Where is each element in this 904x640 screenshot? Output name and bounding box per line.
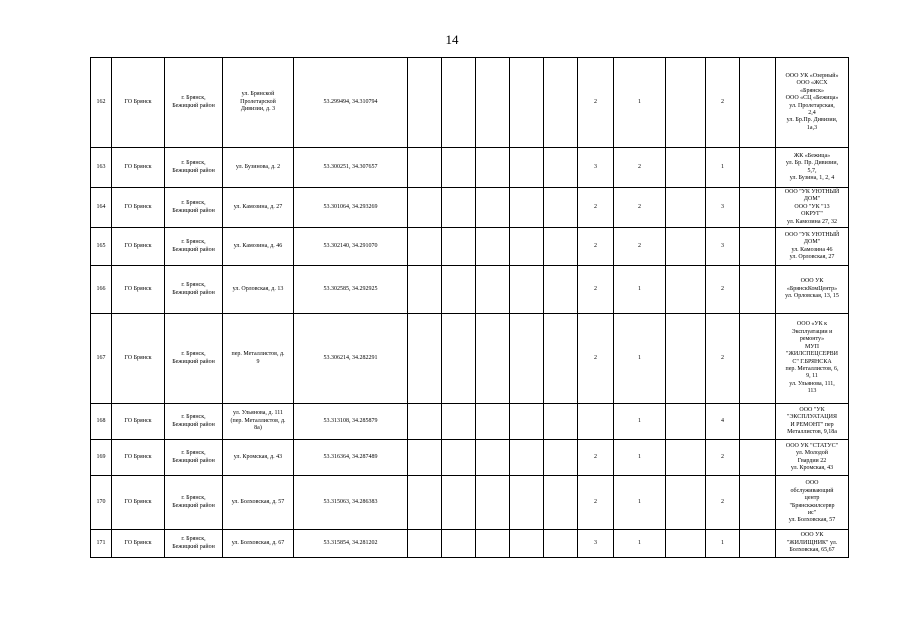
count-cell-3: 3 xyxy=(706,188,740,228)
coords-cell: 53.302585, 34.292925 xyxy=(294,266,408,314)
table-row xyxy=(91,530,849,558)
empty-cell xyxy=(666,228,706,266)
count-cell-2: 1 xyxy=(614,530,666,558)
empty-cell xyxy=(510,530,544,558)
empty-cell xyxy=(544,476,578,530)
empty-cell xyxy=(510,314,544,404)
count-cell-1: 3 xyxy=(578,530,614,558)
empty-cell xyxy=(740,228,776,266)
empty-cell xyxy=(442,188,476,228)
empty-cell xyxy=(408,530,442,558)
row-number: 167 xyxy=(91,314,112,404)
count-cell-3: 2 xyxy=(706,476,740,530)
locality-cell: г. Брянск, Бежицкий район xyxy=(165,530,223,558)
count-cell-2: 1 xyxy=(614,476,666,530)
empty-cell xyxy=(740,440,776,476)
empty-cell xyxy=(666,314,706,404)
count-cell-1: 2 xyxy=(578,314,614,404)
empty-cell xyxy=(476,148,510,188)
empty-cell xyxy=(510,404,544,440)
empty-cell xyxy=(408,228,442,266)
municipality-cell: ГО Брянск xyxy=(112,476,165,530)
locality-cell: г. Брянск, Бежицкий район xyxy=(165,188,223,228)
empty-cell xyxy=(740,530,776,558)
row-number: 171 xyxy=(91,530,112,558)
count-cell-1: 2 xyxy=(578,228,614,266)
municipality-cell: ГО Брянск xyxy=(112,266,165,314)
empty-cell xyxy=(408,188,442,228)
empty-cell xyxy=(544,404,578,440)
count-cell-2: 2 xyxy=(614,148,666,188)
empty-cell xyxy=(740,148,776,188)
count-cell-3: 3 xyxy=(706,228,740,266)
empty-cell xyxy=(544,314,578,404)
empty-cell xyxy=(544,440,578,476)
address-cell: ул. Болховская, д. 57 xyxy=(223,476,294,530)
empty-cell xyxy=(666,440,706,476)
count-cell-1: 2 xyxy=(578,58,614,148)
table-row xyxy=(91,404,849,440)
empty-cell xyxy=(408,266,442,314)
count-cell-1: 2 xyxy=(578,266,614,314)
empty-cell xyxy=(408,440,442,476)
empty-cell xyxy=(740,404,776,440)
row-number: 166 xyxy=(91,266,112,314)
empty-cell xyxy=(740,476,776,530)
empty-cell xyxy=(476,440,510,476)
empty-cell xyxy=(666,188,706,228)
empty-cell xyxy=(476,404,510,440)
count-cell-1 xyxy=(578,404,614,440)
count-cell-1: 2 xyxy=(578,188,614,228)
count-cell-1: 3 xyxy=(578,148,614,188)
managing-company-cell: ООО «УК к Эксплуатации и ремонту» МУП "ЖИЛСПЕЦСЕРВИ С" Г.БРЯНСКА пер. Металлистов, 6, 9, 11 ул. Ульянова, 111, 113 xyxy=(776,314,849,404)
managing-company-cell: ООО УК "ЖИЛИЩНИК" ул. Болховская, 65,67 xyxy=(776,530,849,558)
empty-cell xyxy=(442,266,476,314)
count-cell-2: 1 xyxy=(614,58,666,148)
empty-cell xyxy=(510,148,544,188)
count-cell-3: 1 xyxy=(706,530,740,558)
municipality-cell: ГО Брянск xyxy=(112,530,165,558)
municipality-cell: ГО Брянск xyxy=(112,228,165,266)
count-cell-2: 2 xyxy=(614,228,666,266)
empty-cell xyxy=(476,228,510,266)
managing-company-cell: ЖК «Бежица» ул. Бр. Пр. Дивизии, 5,7, ул. Бузина, 1, 2, 4 xyxy=(776,148,849,188)
page-number: 14 xyxy=(445,32,459,47)
empty-cell xyxy=(740,188,776,228)
table-row xyxy=(91,476,849,530)
empty-cell xyxy=(740,314,776,404)
coords-cell: 53.302140, 34.291070 xyxy=(294,228,408,266)
municipality-cell: ГО Брянск xyxy=(112,58,165,148)
address-cell: ул. Орловская, д. 13 xyxy=(223,266,294,314)
row-number: 164 xyxy=(91,188,112,228)
table-row xyxy=(91,228,849,266)
empty-cell xyxy=(442,530,476,558)
empty-cell xyxy=(544,188,578,228)
empty-cell xyxy=(544,228,578,266)
empty-cell xyxy=(408,476,442,530)
address-cell: пер. Металлистов, д. 9 xyxy=(223,314,294,404)
count-cell-3: 4 xyxy=(706,404,740,440)
locality-cell: г. Брянск, Бежицкий район xyxy=(165,404,223,440)
municipality-cell: ГО Брянск xyxy=(112,188,165,228)
table-row xyxy=(91,58,849,148)
locality-cell: г. Брянск, Бежицкий район xyxy=(165,148,223,188)
address-cell: ул. Бузинова, д. 2 xyxy=(223,148,294,188)
empty-cell xyxy=(666,404,706,440)
register-table xyxy=(90,57,849,558)
count-cell-2: 1 xyxy=(614,266,666,314)
table-row xyxy=(91,188,849,228)
coords-cell: 53.313108, 34.285879 xyxy=(294,404,408,440)
count-cell-3: 2 xyxy=(706,314,740,404)
managing-company-cell: ООО УК "СТАТУС" ул. Молодой Гвардии 22 ул. Кромская, 43 xyxy=(776,440,849,476)
empty-cell xyxy=(476,476,510,530)
coords-cell: 53.301064, 34.293269 xyxy=(294,188,408,228)
empty-cell xyxy=(476,266,510,314)
row-number: 165 xyxy=(91,228,112,266)
coords-cell: 53.299494, 34.310794 xyxy=(294,58,408,148)
empty-cell xyxy=(442,314,476,404)
count-cell-1: 2 xyxy=(578,476,614,530)
empty-cell xyxy=(442,228,476,266)
coords-cell: 53.306214, 34.282291 xyxy=(294,314,408,404)
empty-cell xyxy=(408,404,442,440)
empty-cell xyxy=(476,188,510,228)
coords-cell: 53.316364, 34.287489 xyxy=(294,440,408,476)
row-number: 170 xyxy=(91,476,112,530)
empty-cell xyxy=(442,58,476,148)
empty-cell xyxy=(544,58,578,148)
locality-cell: г. Брянск, Бежицкий район xyxy=(165,476,223,530)
empty-cell xyxy=(740,266,776,314)
table-row xyxy=(91,440,849,476)
empty-cell xyxy=(476,530,510,558)
empty-cell xyxy=(442,148,476,188)
empty-cell xyxy=(666,476,706,530)
empty-cell xyxy=(408,58,442,148)
address-cell: ул. Брянской Пролетарской Дивизии, д. 3 xyxy=(223,58,294,148)
empty-cell xyxy=(666,266,706,314)
empty-cell xyxy=(408,148,442,188)
managing-company-cell: ООО обслуживающий центр "Брянскжилсервр ис" ул. Болховская, 57 xyxy=(776,476,849,530)
count-cell-1: 2 xyxy=(578,440,614,476)
empty-cell xyxy=(740,58,776,148)
coords-cell: 53.315854, 34.281202 xyxy=(294,530,408,558)
coords-cell: 53.300251, 34.307657 xyxy=(294,148,408,188)
address-cell: ул. Камозина, д. 46 xyxy=(223,228,294,266)
locality-cell: г. Брянск, Бежицкий район xyxy=(165,266,223,314)
empty-cell xyxy=(510,228,544,266)
count-cell-2: 1 xyxy=(614,404,666,440)
row-number: 163 xyxy=(91,148,112,188)
count-cell-3: 2 xyxy=(706,440,740,476)
empty-cell xyxy=(510,58,544,148)
locality-cell: г. Брянск, Бежицкий район xyxy=(165,440,223,476)
managing-company-cell: ООО УК «Озерный» ООО «ЖСХ «Брянск» ООО «СЦ «Бежица» ул. Пролетарская, 2,4 ул. Бр.Пр. Дивизии, 1а,3 xyxy=(776,58,849,148)
empty-cell xyxy=(408,314,442,404)
locality-cell: г. Брянск, Бежицкий район xyxy=(165,314,223,404)
table-row xyxy=(91,266,849,314)
address-cell: ул. Ульянова, д. 111 (пер. Металлистов, д. 8а) xyxy=(223,404,294,440)
municipality-cell: ГО Брянск xyxy=(112,314,165,404)
row-number: 168 xyxy=(91,404,112,440)
empty-cell xyxy=(476,314,510,404)
municipality-cell: ГО Брянск xyxy=(112,440,165,476)
municipality-cell: ГО Брянск xyxy=(112,404,165,440)
empty-cell xyxy=(666,148,706,188)
count-cell-2: 2 xyxy=(614,188,666,228)
empty-cell xyxy=(510,266,544,314)
address-cell: ул. Болховская, д. 67 xyxy=(223,530,294,558)
count-cell-2: 1 xyxy=(614,440,666,476)
coords-cell: 53.315063, 34.286383 xyxy=(294,476,408,530)
managing-company-cell: ООО "УК УЮТНЫЙ ДОМ" ул. Камозина 46 ул. Орловская, 27 xyxy=(776,228,849,266)
empty-cell xyxy=(510,188,544,228)
empty-cell xyxy=(442,404,476,440)
managing-company-cell: ООО "УК "ЭКСПЛУАТАЦИЯ И РЕМОНТ" пер Металлистов, 9,18а xyxy=(776,404,849,440)
empty-cell xyxy=(666,530,706,558)
managing-company-cell: ООО УК «БрянскКомЦентр» ул. Орловская, 13, 15 xyxy=(776,266,849,314)
empty-cell xyxy=(544,148,578,188)
municipality-cell: ГО Брянск xyxy=(112,148,165,188)
empty-cell xyxy=(442,476,476,530)
empty-cell xyxy=(544,530,578,558)
empty-cell xyxy=(510,476,544,530)
table-row xyxy=(91,314,849,404)
row-number: 162 xyxy=(91,58,112,148)
count-cell-3: 1 xyxy=(706,148,740,188)
locality-cell: г. Брянск, Бежицкий район xyxy=(165,228,223,266)
count-cell-2: 1 xyxy=(614,314,666,404)
empty-cell xyxy=(544,266,578,314)
table-body xyxy=(91,58,849,558)
locality-cell: г. Брянск, Бежицкий район xyxy=(165,58,223,148)
empty-cell xyxy=(666,58,706,148)
count-cell-3: 2 xyxy=(706,58,740,148)
empty-cell xyxy=(510,440,544,476)
empty-cell xyxy=(476,58,510,148)
address-cell: ул. Камозина, д. 27 xyxy=(223,188,294,228)
address-cell: ул. Кромская, д. 43 xyxy=(223,440,294,476)
table-row xyxy=(91,148,849,188)
managing-company-cell: ООО "УК УЮТНЫЙ ДОМ" ООО "УК "13 ОКРУГ" ул. Камозина 27, 32 xyxy=(776,188,849,228)
count-cell-3: 2 xyxy=(706,266,740,314)
row-number: 169 xyxy=(91,440,112,476)
empty-cell xyxy=(442,440,476,476)
